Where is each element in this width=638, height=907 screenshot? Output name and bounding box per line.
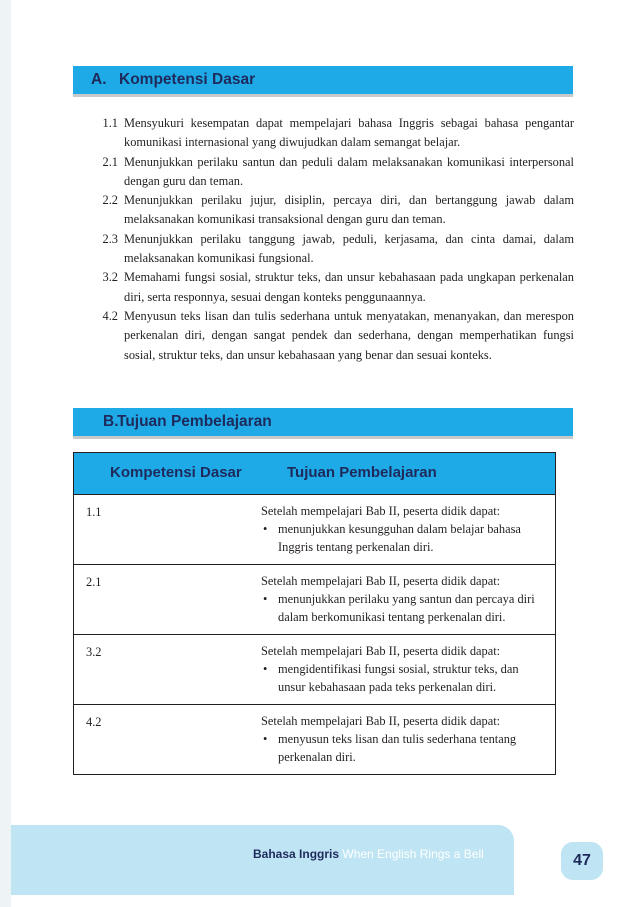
kd-number: 2.1	[102, 154, 118, 169]
section-b-heading	[73, 408, 573, 436]
kd-item	[90, 191, 574, 230]
kd-number: 1.1	[102, 116, 118, 130]
row-bullet: • menyusun teks lisan dan tulis sederhana tentang perkenalan diri.	[261, 730, 535, 766]
kd-number: 2.2	[102, 193, 118, 208]
header-kompetensi-dasar: Kompetensi Dasar	[110, 464, 242, 481]
page-number: 47	[561, 842, 603, 880]
kompetensi-dasar-list	[90, 114, 574, 365]
kd-text: Menyusun teks lisan dan tulis sederhana untuk menyatakan, menanyakan, dan merespon perkenalan diri, dengan sangat pendek dan sederhana, dengan memperhatikan fungsi sosial, struktur teks, dan unsur kebahasaan yang benar dan sesuai konteks.	[124, 308, 574, 362]
kd-item	[90, 230, 574, 269]
section-a-heading	[73, 66, 573, 94]
kd-text: Mensyukuri kesempatan dapat mempelajari bahasa Inggris sebagai bahasa pengantar komunikasi internasional yang diwujudkan dalam semangat belajar.	[124, 116, 574, 150]
row-bullet: • menunjukkan perilaku yang santun dan percaya diri dalam berkomunikasi tentang perkenalan diri.	[261, 590, 535, 626]
row-kd-number: 2.1	[86, 575, 102, 589]
footer-book-title: Bahasa Inggris	[253, 847, 340, 861]
tujuan-pembelajaran-table	[73, 452, 556, 775]
row-kd-number: 3.2	[86, 645, 102, 659]
footer-subtitle: When English Rings a Bell	[342, 847, 484, 861]
row-intro: Setelah mempelajari Bab II, peserta didik dapat:	[261, 504, 501, 518]
kd-text: Menunjukkan perilaku jujur, disiplin, percaya diri, dan bertanggung jawab dalam melaksanakan komunikasi transaksional dengan guru dan teman.	[124, 193, 574, 227]
footer-running-title	[253, 847, 484, 861]
row-kd-number: 4.2	[86, 715, 102, 729]
row-intro: Setelah mempelajari Bab II, peserta didik dapat:	[261, 644, 501, 658]
header-tujuan-pembelajaran: Tujuan Pembelajaran	[287, 464, 437, 481]
row-bullet: • mengidentifikasi fungsi sosial, struktur teks, dan unsur kebahasaan pada teks perkenalan diri.	[261, 660, 535, 696]
kd-text: Memahami fungsi sosial, struktur teks, dan unsur kebahasaan pada ungkapan perkenalan diri, serta responnya, sesuai dengan konteks penggunaannya.	[124, 270, 574, 304]
table-header	[74, 453, 555, 494]
kd-item	[90, 268, 574, 307]
row-tujuan	[261, 495, 555, 564]
section-b-shadow	[73, 436, 573, 439]
kd-text: Menunjukkan perilaku tanggung jawab, peduli, kerjasama, dan cinta damai, dalam melaksanakan komunikasi fungsional.	[124, 231, 574, 266]
kd-number: 4.2	[102, 308, 118, 323]
row-intro: Setelah mempelajari Bab II, peserta didik dapat:	[261, 574, 501, 588]
section-a-letter: A.	[91, 71, 107, 88]
row-intro: Setelah mempelajari Bab II, peserta didik dapat:	[261, 714, 501, 728]
table-row	[74, 634, 555, 704]
row-tujuan	[261, 635, 555, 704]
kd-number: 2.3	[102, 231, 118, 246]
kd-number: 3.2	[102, 270, 118, 285]
row-kd-number: 1.1	[86, 505, 102, 519]
row-bullet: • menunjukkan kesungguhan dalam belajar bahasa Inggris tentang perkenalan diri.	[261, 520, 535, 556]
kd-item	[90, 153, 574, 192]
kd-item	[90, 307, 574, 365]
table-row	[74, 704, 555, 774]
table-row	[74, 494, 555, 564]
section-b-title: Tujuan Pembelajaran	[117, 413, 272, 430]
section-a-shadow	[73, 94, 573, 97]
table-row	[74, 564, 555, 634]
kd-text: Menunjukkan perilaku santun dan peduli dalam melaksanakan komunikasi interpersonal dengan guru dan teman.	[124, 154, 574, 188]
row-tujuan	[261, 565, 555, 634]
row-tujuan	[261, 705, 555, 774]
section-a-title: Kompetensi Dasar	[119, 71, 256, 88]
page-margin-strip	[0, 0, 11, 907]
section-b-letter: B.	[103, 413, 119, 430]
kd-item	[90, 114, 574, 153]
